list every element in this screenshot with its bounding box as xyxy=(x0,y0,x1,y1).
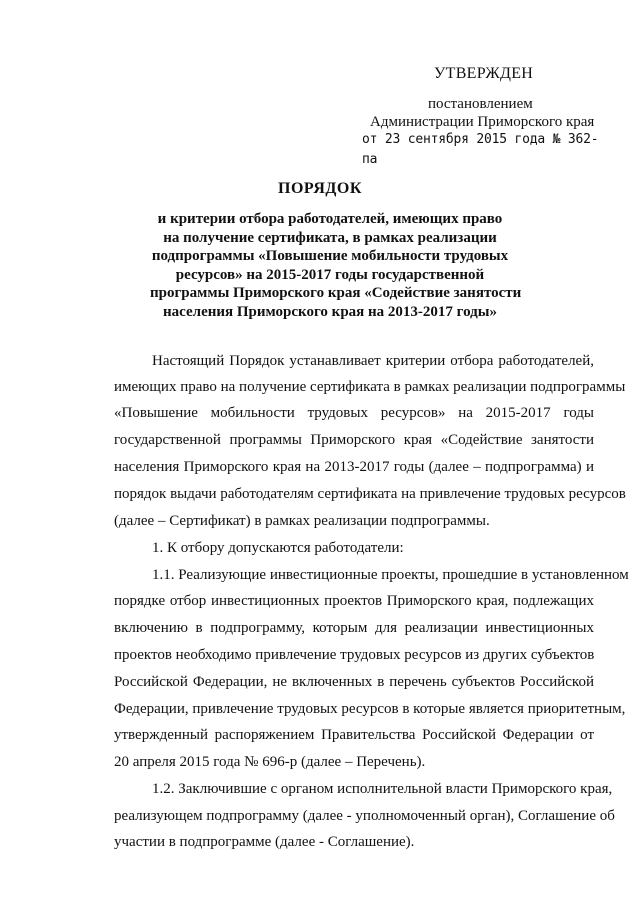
body-line: 1.2. Заключившие с органом исполнительной власти Приморского края, xyxy=(152,781,613,797)
approval-authority: Администрации Приморского края xyxy=(370,114,595,130)
body-line: проектов необходимо привлечение трудовых ресурсов из других субъектов xyxy=(114,647,595,663)
approval-by: постановлением xyxy=(428,96,533,112)
body-line: 1. К отбору допускаются работодатели: xyxy=(152,540,404,556)
approval-heading: УТВЕРЖДЕН xyxy=(434,65,534,82)
subtitle-line: населения Приморского края на 2013-2017 годы» xyxy=(163,303,497,320)
document-title: ПОРЯДОК xyxy=(278,180,362,197)
body-line: имеющих право на получение сертификата в рамках реализации подпрограммы xyxy=(114,379,626,395)
subtitle-line: ресурсов» на 2015-2017 годы государственной xyxy=(175,266,485,283)
body-line: реализующем подпрограмму (далее - уполномоченный орган), Соглашение об xyxy=(114,808,615,824)
body-line: «Повышение мобильности трудовых ресурсов» на 2015-2017 годы xyxy=(114,405,594,421)
body-line: 20 апреля 2015 года № 696-р (далее – Перечень). xyxy=(114,754,426,770)
subtitle-line: и критерии отбора работодателей, имеющих право xyxy=(157,211,503,227)
body-line: Настоящий Порядок устанавливает критерии отбора работодателей, xyxy=(152,353,594,369)
body-line: 1.1. Реализующие инвестиционные проекты, прошедшие в установленном xyxy=(152,567,629,583)
body-line: включению в подпрограмму, которым для реализации инвестиционных xyxy=(114,620,594,636)
subtitle-line: на получение сертификата, в рамках реализации xyxy=(163,229,497,246)
body-line: государственной программы Приморского края «Содействие занятости xyxy=(114,432,594,448)
body-line: (далее – Сертификат) в рамках реализации подпрограммы. xyxy=(114,513,490,529)
body-line: участии в подпрограмме (далее - Соглашение). xyxy=(114,834,415,850)
subtitle-line: программы Приморского края «Содействие занятости xyxy=(150,285,522,302)
subtitle-line: подпрограммы «Повышение мобильности трудовых xyxy=(151,248,509,265)
body-line: Федерации, привлечение трудовых ресурсов в которые является приоритетным, xyxy=(114,701,626,717)
body-line: утвержденный распоряжением Правительства Российской Федерации от xyxy=(114,727,594,743)
body-line: порядке отбор инвестиционных проектов Приморского края, подлежащих xyxy=(114,593,594,609)
document-subtitle xyxy=(150,210,522,322)
body-line: Российской Федерации, не включенных в перечень субъектов Российской xyxy=(114,674,594,690)
approval-date-line: от 23 сентября 2015 года № 362-па xyxy=(362,132,599,167)
body-line: населения Приморского края на 2013-2017 годы (далее – подпрограмма) и xyxy=(114,459,594,475)
body-line: порядок выдачи работодателям сертификата на привлечение трудовых ресурсов xyxy=(114,486,626,502)
